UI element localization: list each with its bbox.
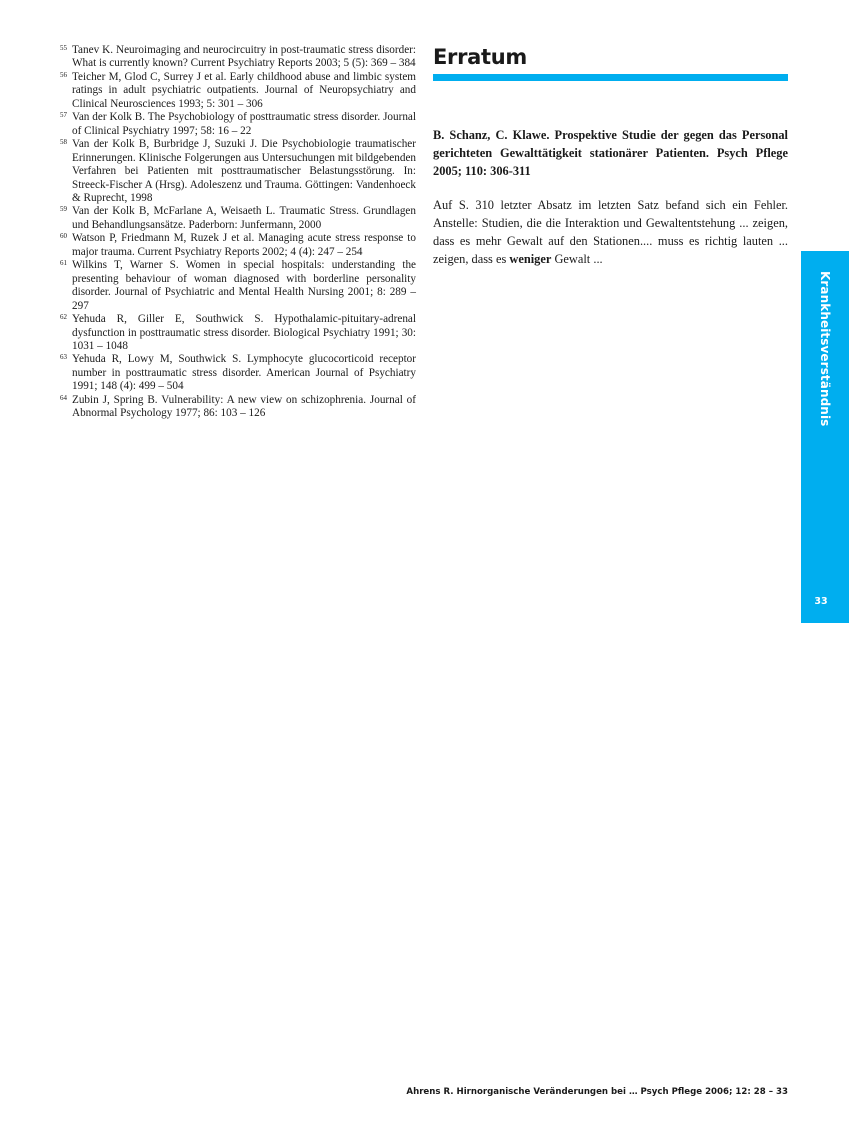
reference-text: Zubin J, Spring B. Vulnerability: A new view on schizophrenia. Journal of Abnormal Psychology 1977; 86: 103 – 126 — [72, 393, 416, 420]
section-side-tab — [801, 251, 849, 623]
erratum-body-emphasis: weniger — [509, 252, 552, 266]
erratum-title: Erratum — [433, 45, 527, 69]
title-rule — [433, 74, 788, 81]
reference-number: 63 — [60, 353, 67, 362]
erratum-body-text: Auf S. 310 letzter Absatz im letzten Satz befand sich ein Fehler. Anstelle: Studien, die die Interaktion und Gewaltentstehung ... zeigen, dass es mehr Gewalt auf den Stationen.... muss es richtig lauten ... zeigen, dass es — [433, 198, 788, 266]
erratum-citation: B. Schanz, C. Klawe. Prospektive Studie der gegen das Personal gerichteten Gewalttätigkeit stationärer Patienten. Psych Pflege 2005; 110: 306-311 — [433, 128, 788, 178]
reference-item — [60, 111, 416, 138]
section-label: Krankheitsverständnis — [818, 271, 832, 427]
reference-text: Watson P, Friedmann M, Ruzek J et al. Managing acute stress response to major trauma. Current Psychiatry Reports 2002; 4 (4): 247 – 254 — [72, 232, 416, 258]
reference-text: Wilkins T, Warner S. Women in special hospitals: understanding the presenting behaviour of woman diagnosed with borderline personality disorder. Journal of Psychiatric and Mental Health Nursing 2001; 8: 289 – 297 — [72, 259, 416, 312]
reference-item — [60, 353, 416, 393]
reference-item — [60, 313, 416, 353]
reference-number: 56 — [60, 70, 67, 79]
erratum-body-end: Gewalt ... — [551, 252, 603, 266]
reference-number: 60 — [60, 232, 67, 241]
reference-number: 61 — [60, 259, 67, 268]
reference-item — [60, 44, 416, 71]
reference-number: 58 — [60, 138, 67, 147]
reference-number: 64 — [60, 393, 67, 402]
reference-number: 62 — [60, 313, 67, 322]
erratum-body — [433, 196, 788, 268]
reference-text: Yehuda R, Giller E, Southwick S. Hypothalamic-pituitary-adrenal dysfunction in posttraumatic stress disorder. Biological Psychiatry 1991; 30: 1031 – 1048 — [72, 313, 416, 352]
reference-text: Van der Kolk B, McFarlane A, Weisaeth L. Traumatic Stress. Grundlagen und Behandlungsansätze. Paderborn: Junfermann, 2000 — [72, 205, 416, 231]
reference-number: 57 — [60, 111, 67, 120]
page-number: 33 — [814, 596, 828, 607]
reference-text: Van der Kolk B, Burbridge J, Suzuki J. Die Psychobiologie traumatischer Erinnerungen. Klinische Folgerungen aus Untersuchungen mit bildgebenden Verfahren bei Patienten mit posttraumatischer Belastungsstörung. In: Streeck-Fischer A (Hrsg). Adoleszenz und Trauma. Göttingen: Vandenhoeck & Ruprecht, 1998 — [72, 138, 416, 204]
reference-item — [60, 138, 416, 205]
reference-item — [60, 394, 416, 421]
reference-text: Teicher M, Glod C, Surrey J et al. Early childhood abuse and limbic system ratings in adult psychiatric outpatients. Journal of Neuropsychiatry and Clinical Neurosciences 1993; 5: 301 – 306 — [72, 70, 416, 110]
reference-text: Van der Kolk B. The Psychobiology of posttraumatic stress disorder. Journal of Clinical Psychiatry 1997; 58: 16 – 22 — [72, 111, 416, 137]
erratum-section — [433, 44, 788, 280]
reference-list — [60, 44, 416, 421]
reference-item — [60, 232, 416, 259]
reference-item — [60, 71, 416, 111]
reference-number: 55 — [60, 44, 67, 52]
reference-number: 59 — [60, 205, 67, 214]
reference-text: Yehuda R, Lowy M, Southwick S. Lymphocyte glucocorticoid receptor number in posttraumatic stress disorder. American Journal of Psychiatry 1991; 148 (4): 499 – 504 — [72, 353, 416, 393]
reference-item — [60, 205, 416, 232]
running-footer: Ahrens R. Hirnorganische Veränderungen bei … Psych Pflege 2006; 12: 28 – 33 — [406, 1087, 788, 1097]
reference-item — [60, 259, 416, 313]
reference-text: Tanev K. Neuroimaging and neurocircuitry in post-traumatic stress disorder: What is currently known? Current Psychiatry Reports 2003; 5 (5): 369 – 384 — [72, 44, 416, 70]
